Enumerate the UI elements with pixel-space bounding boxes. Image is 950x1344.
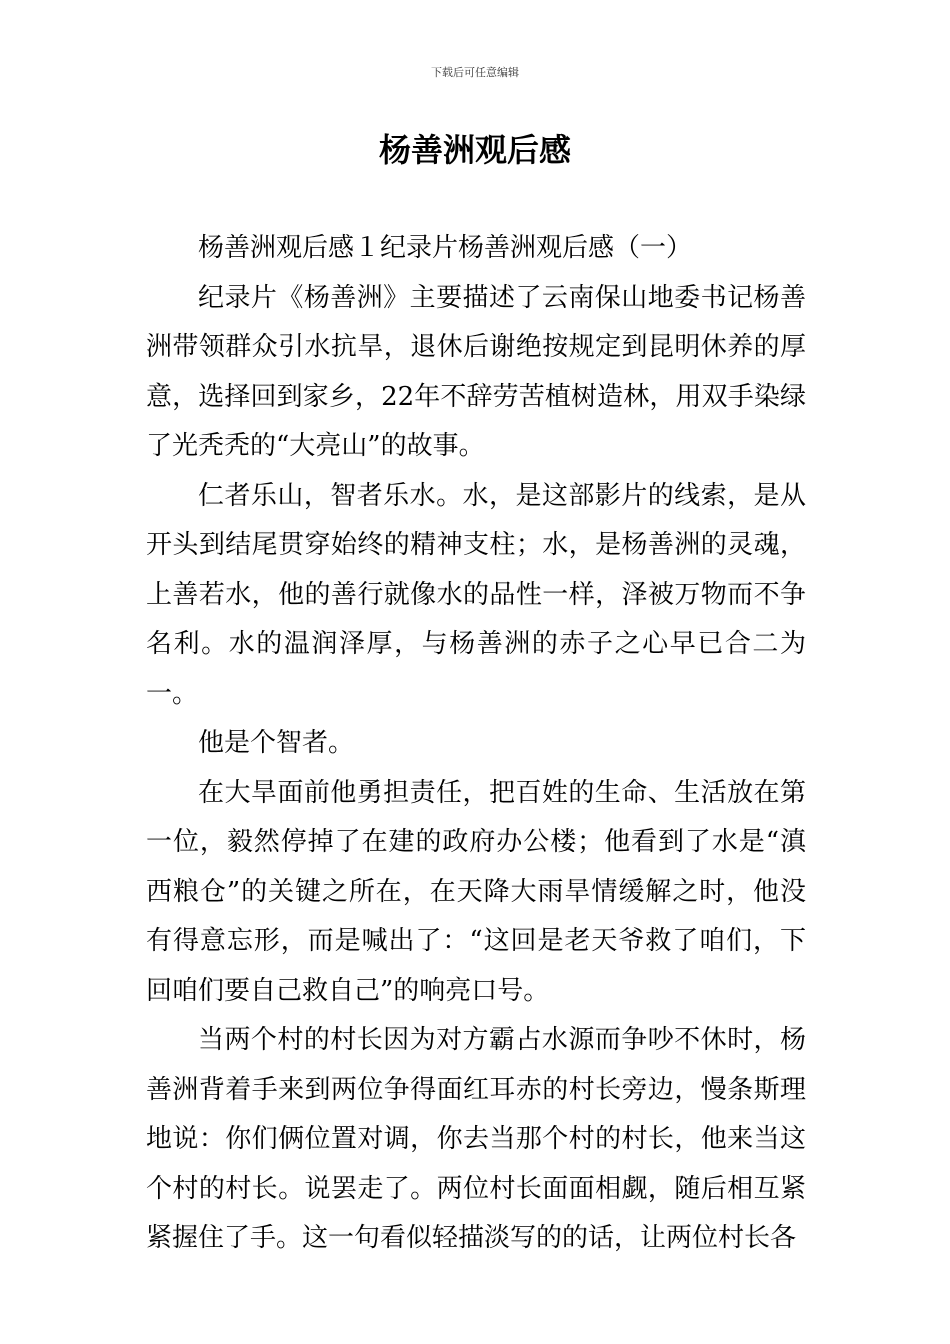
paragraph-1: 杨善洲观后感１纪录片杨善洲观后感（一）: [198, 233, 693, 263]
document-title: 杨善洲观后感: [378, 131, 571, 169]
document-body: [146, 224, 806, 1264]
paragraph-6: 当两个村的村长因为对方霸占水源而争吵不休时，杨善洲背着手来到两位争得面红耳赤的村长旁边，慢条斯理地说：你们俩位置对调，你去当那个村的村长，他来当这个村的村长。说罢走了。两位村长面面相觑，随后相互紧紧握住了手。这一句看似轻描淡写的的话，让两位村长各: [146, 1025, 806, 1253]
paragraph-3: 仁者乐山，智者乐水。水，是这部影片的线索，是从开头到结尾贯穿始终的精神支柱；水，是杨善洲的灵魂，上善若水，他的善行就像水的品性一样，泽被万物而不争名利。水的温润泽厚，与杨善洲的赤子之心早已合二为一。: [146, 480, 806, 709]
header-note: 下载后可任意编辑: [431, 66, 519, 79]
paragraph-5: 在大旱面前他勇担责任，把百姓的生命、生活放在第一位，毅然停掉了在建的政府办公楼；他看到了水是“滇西粮仓”的关键之所在，在天降大雨旱情缓解之时，他没有得意忘形，而是喊出了：“这回是老天爷救了咱们，下回咱们要自己救自己”的响亮口号。: [146, 777, 806, 1006]
paragraph-2: 纪录片《杨善洲》主要描述了云南保山地委书记杨善洲带领群众引水抗旱，退休后谢绝按规定到昆明休养的厚意，选择回到家乡，22年不辞劳苦植树造林，用双手染绿了光秃秃的“大亮山”的故事。: [146, 282, 806, 461]
paragraph-4: 他是个智者。: [198, 728, 355, 758]
